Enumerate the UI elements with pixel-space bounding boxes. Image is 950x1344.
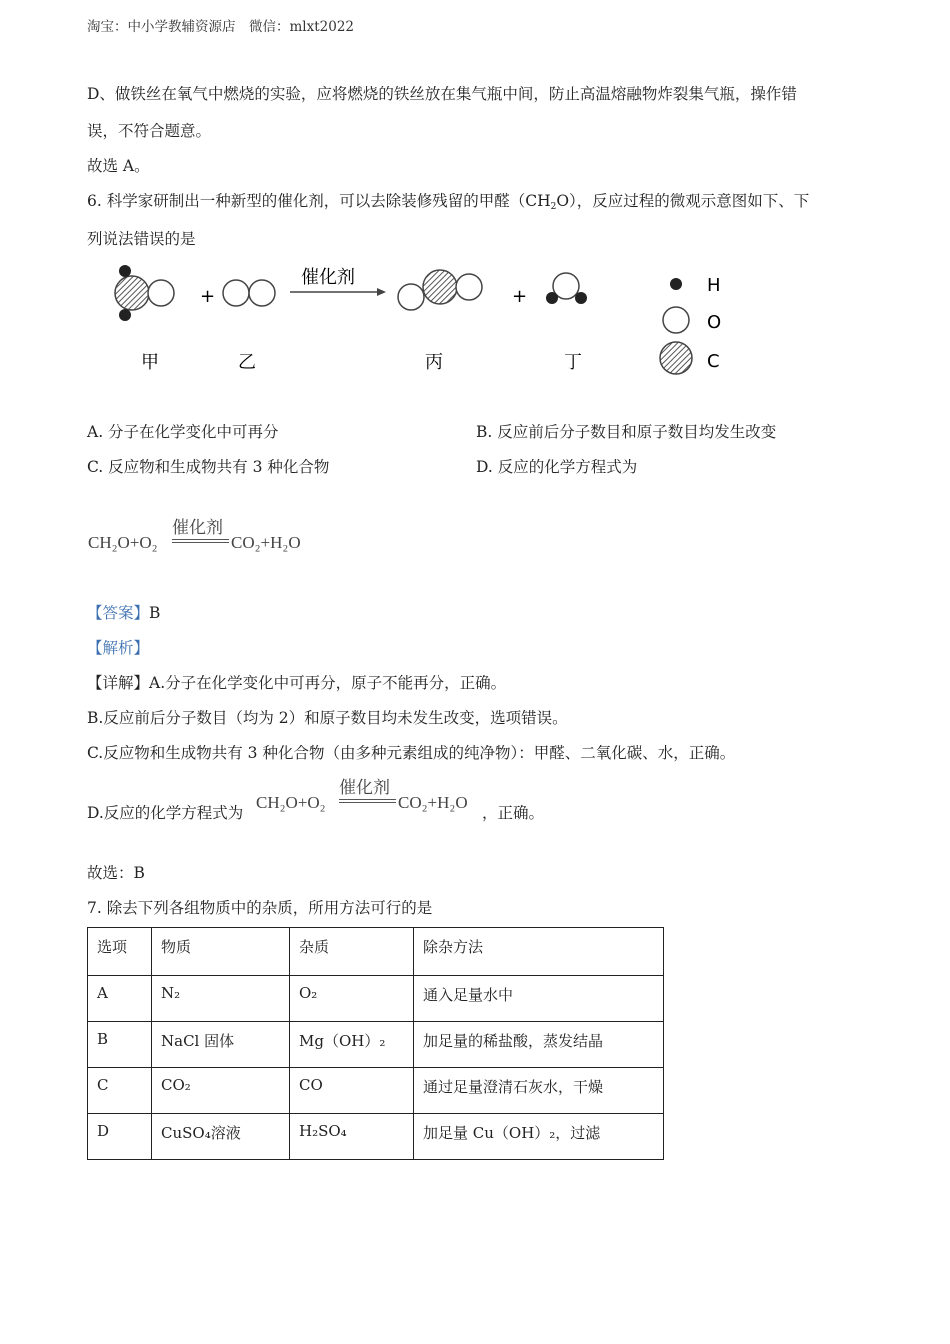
options-table: [87, 927, 664, 1160]
label-ding: 丁: [564, 352, 582, 373]
equation-equals: [339, 799, 396, 803]
legend-h-label: H: [707, 275, 721, 296]
plus-sign-2: +: [512, 286, 528, 307]
equation-condition: 催化剂: [172, 518, 223, 538]
legend: [660, 275, 721, 374]
legend-h-symbol: [670, 278, 682, 290]
legend-o-label: O: [707, 312, 722, 333]
reaction-arrowhead: [377, 288, 386, 296]
legend-o-symbol: [663, 307, 689, 333]
equation-left: CH₂O+O₂: [256, 793, 326, 812]
table-header-row: [88, 928, 664, 976]
table-cell: B: [88, 1022, 152, 1068]
detail-d-prefix: D.反应的化学方程式为: [87, 804, 244, 822]
equation-equals: [172, 539, 229, 543]
answer-line: 【答案】B: [87, 604, 161, 622]
option-c: C. 反应物和生成物共有 3 种化合物: [87, 458, 330, 476]
analysis-tag: 【解析】: [87, 639, 150, 657]
equation-left: CH₂O+O₂: [88, 533, 158, 552]
table-cell: 加足量 Cu（OH）₂，过滤: [414, 1114, 664, 1160]
table-cell: 加足量的稀盐酸，蒸发结晶: [414, 1022, 664, 1068]
plus-sign-1: +: [200, 286, 216, 307]
detail-c: C.反应物和生成物共有 3 种化合物（由多种元素组成的纯净物）：甲醛、二氧化碳、水，正确。: [87, 744, 736, 762]
table-cell: H₂SO₄: [290, 1114, 414, 1160]
q6-stem-line1: 6. 科学家研制出一种新型的催化剂，可以去除装修残留的甲醛$(CH_2O)$，反应过程的微观示意图如下、下: [87, 192, 810, 212]
molecule-carbon-dioxide: [398, 270, 482, 310]
table-header-cell: 杂质: [290, 928, 414, 976]
prev-choose: 故选 A。: [87, 157, 150, 175]
reaction-diagram: [100, 258, 750, 383]
table-row: [88, 1022, 664, 1068]
table-cell: A: [88, 976, 152, 1022]
detail-a: 【详解】A.分子在化学变化中可再分，原子不能再分，正确。: [87, 674, 507, 692]
table-row: [88, 1068, 664, 1114]
detail-d-suffix: ，正确。: [482, 804, 545, 822]
q6-choose: 故选：B: [87, 864, 145, 882]
table-cell: Mg（OH）₂: [290, 1022, 414, 1068]
table-header-cell: 物质: [152, 928, 290, 976]
table-cell: O₂: [290, 976, 414, 1022]
label-yi: 乙: [238, 352, 256, 373]
detail-b: B.反应前后分子数目（均为 2）和原子数目均未发生改变，选项错误。: [87, 709, 568, 727]
table-cell: CuSO₄溶液: [152, 1114, 290, 1160]
option-d: D. 反应的化学方程式为: [476, 458, 638, 476]
table-cell: D: [88, 1114, 152, 1160]
q6-stem-line2: 列说法错误的是: [87, 230, 196, 248]
table-cell: NaCl 固体: [152, 1022, 290, 1068]
table-cell: N₂: [152, 976, 290, 1022]
legend-c-label: C: [707, 351, 720, 372]
page-header: 淘宝：中小学教辅资源店 微信：mlxt2022: [87, 19, 355, 35]
catalyst-label: 催化剂: [301, 267, 355, 288]
table-cell: CO: [290, 1068, 414, 1114]
label-jia: 甲: [141, 352, 159, 373]
equation-condition: 催化剂: [339, 778, 390, 798]
molecule-oxygen: [223, 280, 275, 306]
table-cell: 通入足量水中: [414, 976, 664, 1022]
table-row: [88, 1114, 664, 1160]
table-cell: CO₂: [152, 1068, 290, 1114]
table-row: [88, 976, 664, 1022]
table-cell: 通过足量澄清石灰水，干燥: [414, 1068, 664, 1114]
molecule-water: [546, 273, 587, 304]
table-header-cell: 选项: [88, 928, 152, 976]
table-cell: C: [88, 1068, 152, 1114]
option-b: B. 反应前后分子数目和原子数目均发生改变: [476, 423, 777, 441]
prev-option-d-line1: D、做铁丝在氧气中燃烧的实验，应将燃烧的铁丝放在集气瓶中间，防止高温熔融物炸裂集气瓶，操作错: [87, 85, 797, 103]
molecule-formaldehyde: [115, 265, 174, 321]
q7-stem: 7. 除去下列各组物质中的杂质，所用方法可行的是: [87, 899, 433, 917]
prev-option-d-line2: 误，不符合题意。: [87, 122, 212, 140]
option-a: A. 分子在化学变化中可再分: [87, 423, 279, 441]
table-header-cell: 除杂方法: [414, 928, 664, 976]
equation-right: CO₂+H₂O: [231, 533, 301, 552]
equation-right: CO₂+H₂O: [398, 793, 468, 812]
label-bing: 丙: [425, 352, 443, 373]
legend-c-symbol: [660, 342, 692, 374]
